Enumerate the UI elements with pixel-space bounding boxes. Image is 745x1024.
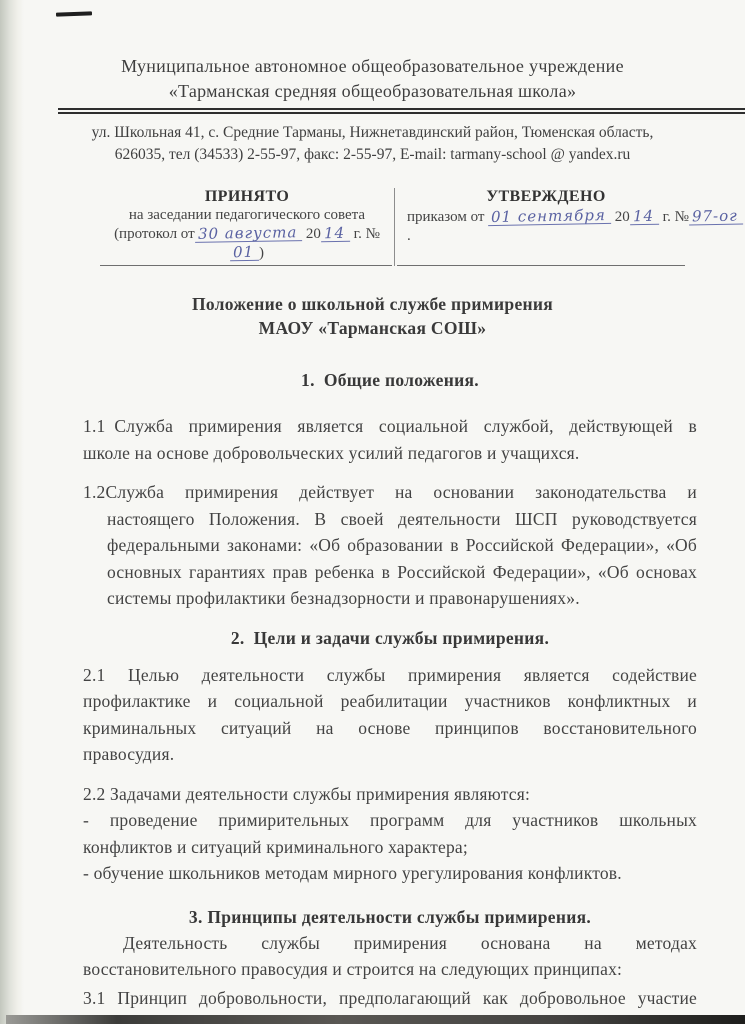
text-line: Деятельность службы примирения основана на методах xyxy=(123,932,697,953)
text-line: федеральными законами: «Об образовании в Российской Федерации», «Об xyxy=(107,535,697,555)
section-2-heading: 2. Цели и задачи службы примирения. xyxy=(230,627,550,648)
paragraph-1-2 xyxy=(83,479,697,612)
paragraph-1-1 xyxy=(83,413,697,466)
document-body xyxy=(83,370,697,1024)
text-line: восстановительного правосудия и строится на следующих принципах: xyxy=(83,959,623,979)
approved-bottom-rule xyxy=(397,265,685,266)
accepted-line3-end: ) xyxy=(259,245,265,261)
handwritten-protocol-date: 30 августа xyxy=(195,225,303,243)
accepted-bottom-rule xyxy=(100,265,392,266)
paragraph-2-1 xyxy=(83,662,697,768)
accepted-line2: на заседании педагогического совета xyxy=(128,207,366,223)
text-line: настоящего Положения. В своей деятельности ШСП руководствуется xyxy=(107,508,697,529)
org-name-line1: Муниципальное автономное общеобразовательное учреждение xyxy=(121,56,624,76)
handwritten-order-number: 97-ог xyxy=(689,209,743,226)
approved-block xyxy=(395,188,745,266)
accepted-block xyxy=(0,188,395,266)
text-line: школе на основе добровольческих усилий педагогов и учащихся. xyxy=(83,442,580,463)
letterhead-double-rule xyxy=(58,108,745,114)
approved-line2 xyxy=(407,206,745,246)
section-3-heading: 3. Принципы деятельности службы примирения. xyxy=(188,906,592,927)
document-title-line1: Положение о школьной службе примирения xyxy=(191,294,554,314)
text-line: криминальных ситуаций на основе принципов восстановительного xyxy=(83,717,697,738)
text-line: 3.1 Принцип добровольности, предполагающий как добровольное участие xyxy=(83,987,697,1008)
text-line: - обучение школьников методам мирного урегулирования конфликтов. xyxy=(83,863,622,883)
text-line: - проведение примирительных программ для участников школьных xyxy=(83,810,697,830)
scan-edge-bottom-band xyxy=(6,1015,745,1024)
approved-title: УТВЕРЖДЕНО xyxy=(486,188,606,205)
document-title-line2: МАОУ «Тарманская СОШ» xyxy=(258,318,487,338)
text-line: 1.1 Служба примирения является социальной службой, действующей в xyxy=(83,416,697,436)
text-line: конфликтов и ситуаций криминального характера; xyxy=(83,836,468,857)
handwritten-protocol-year: 14 xyxy=(321,226,350,243)
section-1-heading: 1. Общие положения. xyxy=(301,370,479,390)
handwritten-protocol-number: 01 xyxy=(230,245,259,262)
approved-order-label: приказом от xyxy=(407,209,485,225)
approved-year-prefix: 20 xyxy=(614,209,630,225)
accepted-protocol-label: (протокол от xyxy=(114,226,195,242)
text-line: 2.2 Задачами деятельности службы примирения являются: xyxy=(83,783,531,804)
address-line1: ул. Школьная 41, с. Средние Тарманы, Нижнетавдинский район, Тюменская область, xyxy=(91,124,654,141)
text-line: правосудия. xyxy=(83,744,175,764)
address-line2: 626035, тел (34533) 2-55-97, факс: 2-55-97, E-mail: tarmany-school @ yandex.ru xyxy=(114,146,631,163)
document-title xyxy=(0,292,745,340)
approved-line2-end: . xyxy=(407,228,411,244)
text-line: системы профилактики безнадзорности и правонарушениях». xyxy=(107,588,580,608)
accepted-line3 xyxy=(100,225,394,263)
approval-block xyxy=(0,188,745,266)
text-line: 2.1 Целью деятельности службы примирения является содействие xyxy=(83,664,697,685)
letterhead xyxy=(0,0,745,166)
handwritten-order-year: 14 xyxy=(630,209,659,226)
text-line: профилактике и социальной реабилитации участников конфликтных и xyxy=(83,691,697,711)
text-line: 1.2Служба примирения действует на основании законодательства и xyxy=(83,482,697,502)
accepted-number-label: г. № xyxy=(353,226,380,242)
text-line: основных гарантиях прав ребенка в Российской Федерации», «Об основах xyxy=(107,561,697,582)
paragraph-2-2 xyxy=(83,781,697,887)
handwritten-order-date: 01 сентября xyxy=(488,208,611,226)
accepted-title: ПРИНЯТО xyxy=(204,188,290,205)
approved-number-label: г. № xyxy=(662,209,689,225)
section-3-intro xyxy=(83,930,697,983)
org-name-line2: «Тарманская средняя общеобразовательная школа» xyxy=(168,81,577,101)
accepted-year-prefix: 20 xyxy=(305,226,321,242)
